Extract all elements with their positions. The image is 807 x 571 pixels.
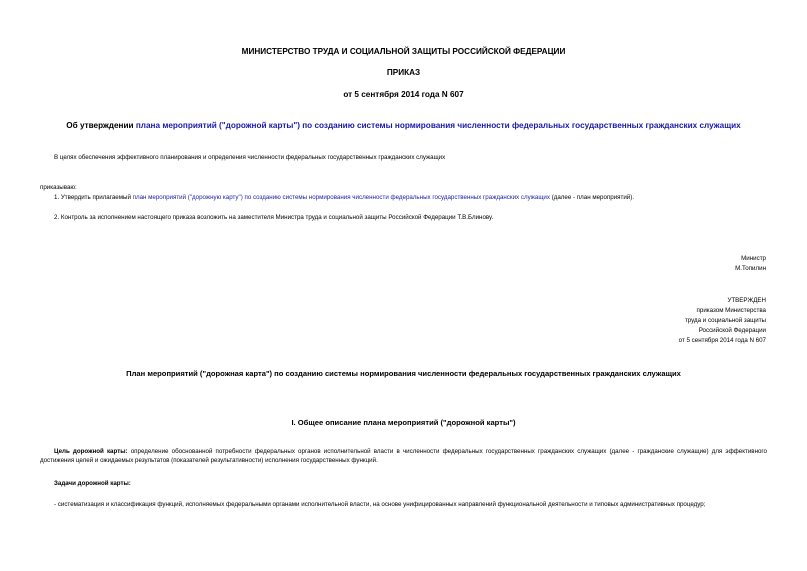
preamble-text: В целях обеспечения эффективного планирования и определения численности федеральных государственных гражданских служащих — [54, 154, 446, 161]
ministry-heading: МИНИСТЕРСТВО ТРУДА И СОЦИАЛЬНОЙ ЗАЩИТЫ РОССИЙСКОЙ ФЕДЕРАЦИИ — [241, 47, 566, 56]
item-1 — [54, 193, 774, 202]
title-plan-link[interactable]: плана мероприятий ("дорожной карты") по созданию системы нормирования численности федеральных государственных гражданских служащих — [135, 121, 741, 130]
approved-line-1: УТВЕРЖДЕН — [727, 297, 766, 304]
signature-name: М.Топилин — [735, 265, 766, 272]
doc-date-number: от 5 сентября 2014 года N 607 — [343, 90, 464, 99]
goal-label: Цель дорожной карты: — [54, 448, 128, 455]
plan-title: План мероприятий ("дорожная карта") по созданию системы нормирования численности федеральных государственных гражданских служащих — [126, 369, 681, 378]
tasks-label: Задачи дорожной карты: — [54, 480, 131, 487]
title-prefix: Об утверждении — [66, 121, 136, 130]
item-2: 2. Контроль за исполнением настоящего приказа возложить на заместителя Министра труда и социальной защиты Российской Федерации Т.В.Блинову. — [54, 214, 494, 221]
doc-type-heading: ПРИКАЗ — [386, 68, 421, 77]
approved-line-5: от 5 сентября 2014 года N 607 — [678, 337, 766, 344]
approved-line-2: приказом Министерства — [696, 307, 766, 314]
item-1-plan-link[interactable]: план мероприятий ("дорожную карту") по созданию системы нормирования численности федеральных государственных гражданских служащих — [132, 194, 550, 201]
item-1-prefix: 1. Утвердить прилагаемый — [54, 194, 133, 201]
goal-paragraph — [40, 447, 767, 465]
approved-line-3: труда и социальной защиты — [684, 317, 766, 324]
document-title — [0, 121, 807, 130]
goal-text: определение обоснованной потребности федеральных органов исполнительной власти в численности федеральных государственных гражданских служащих (далее - гражданские служащие) для эффективного достижения целей и ожидаемых результатов (показателей результативности) исполнения государственных функций. — [40, 448, 767, 464]
section-1-title: I. Общее описание плана мероприятий ("дорожной карты") — [291, 418, 516, 427]
signature-position: Министр — [741, 255, 766, 262]
order-word: приказываю: — [40, 184, 77, 191]
item-1-suffix: (далее - план мероприятий). — [549, 194, 635, 201]
approved-line-4: Российской Федерации — [698, 327, 766, 334]
task-1: - систематизация и классификация функций, исполняемых федеральными органами исполнительной власти, на основе унифицированных направлений функциональной деятельности и типовых административных процедур; — [54, 501, 706, 508]
